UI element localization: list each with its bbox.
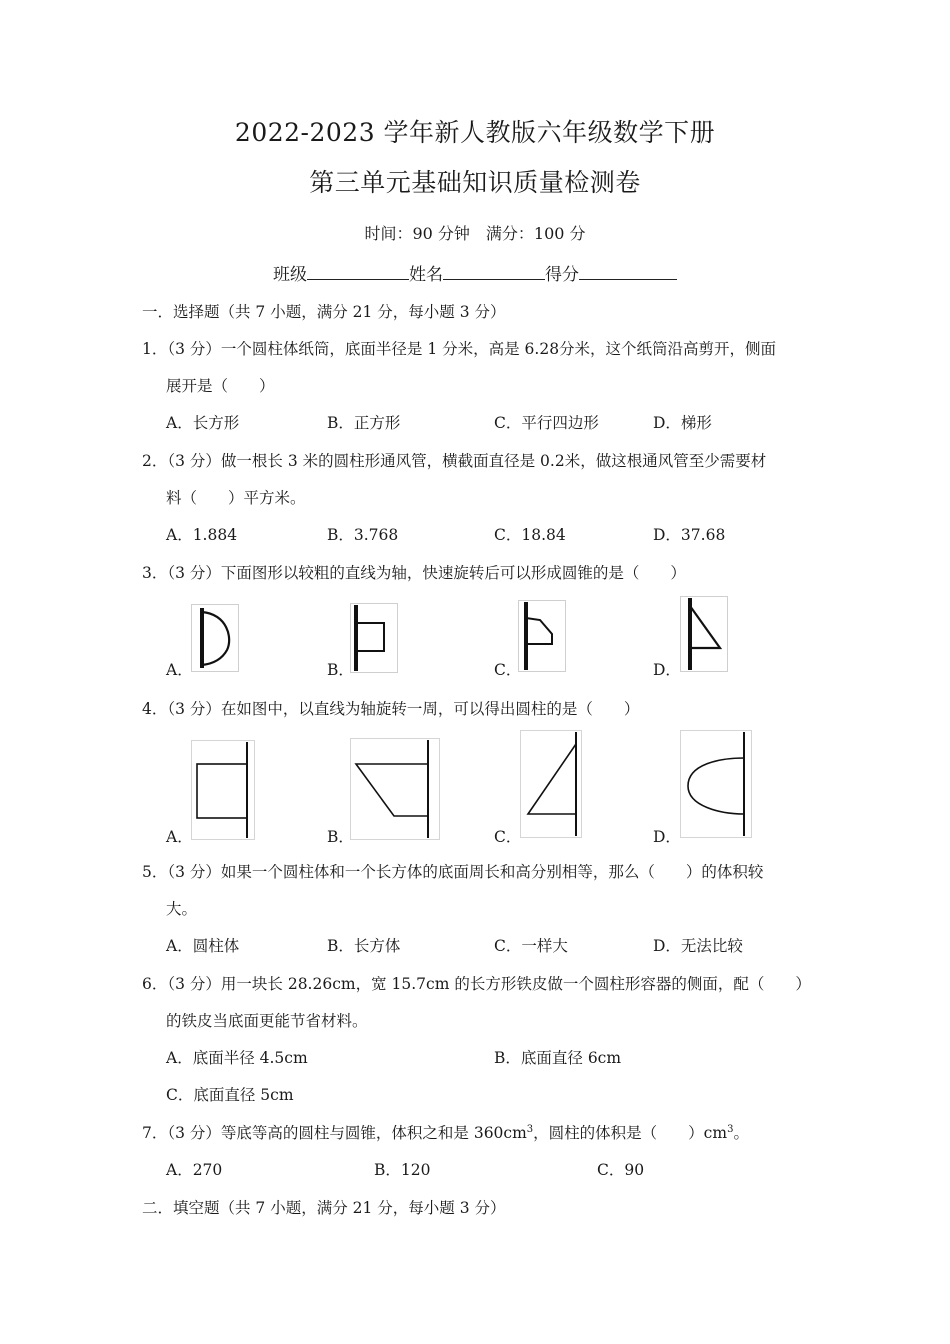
q7-option-a[interactable]: A．270 bbox=[166, 1161, 223, 1179]
score-blank[interactable] bbox=[579, 263, 677, 280]
question-1-text: 1．（3 分）一个圆柱体纸筒，底面半径是 1 分米，高是 6.28分米，这个纸筒沿高剪开，侧面 bbox=[142, 340, 777, 358]
q7-option-b[interactable]: B．120 bbox=[374, 1161, 431, 1179]
q4-option-c[interactable]: C． bbox=[494, 828, 522, 846]
square-beside-axis-icon bbox=[191, 740, 255, 840]
question-7-text-a: 7．（3 分）等底等高的圆柱与圆锥，体积之和是 360cm bbox=[142, 1124, 527, 1142]
q2-option-b[interactable]: B．3.768 bbox=[327, 526, 399, 544]
question-2-text-cont: 料（ ）平方米。 bbox=[166, 489, 306, 507]
question-4-text: 4．（3 分）在如图中，以直线为轴旋转一周，可以得出圆柱的是（ ） bbox=[142, 700, 640, 718]
q3-option-a[interactable]: A． bbox=[166, 661, 193, 679]
section-heading-fill-in: 二．填空题（共 7 小题，满分 21 分，每小题 3 分） bbox=[142, 1199, 506, 1217]
student-info-row bbox=[0, 260, 950, 285]
question-6-text-cont: 的铁皮当底面更能节省材料。 bbox=[166, 1012, 368, 1030]
q5-option-d[interactable]: D．无法比较 bbox=[653, 937, 743, 955]
triangle-on-axis-icon bbox=[680, 596, 728, 672]
q2-option-a[interactable]: A．1.884 bbox=[166, 526, 238, 544]
question-7-text bbox=[142, 1121, 749, 1143]
q4-option-d[interactable]: D． bbox=[653, 828, 681, 846]
cubic-superscript: 3 bbox=[526, 1123, 534, 1135]
page-title: 2022-2023 学年新人教版六年级数学下册 bbox=[234, 118, 716, 147]
q1-option-d[interactable]: D．梯形 bbox=[653, 414, 712, 432]
question-3-text: 3．（3 分）下面图形以较粗的直线为轴，快速旋转后可以形成圆锥的是（ ） bbox=[142, 564, 686, 582]
class-blank[interactable] bbox=[307, 263, 409, 280]
name-blank[interactable] bbox=[443, 263, 545, 280]
section-heading-choice: 一．选择题（共 7 小题，满分 21 分，每小题 3 分） bbox=[142, 303, 506, 321]
time-info: 时间：90 分钟 满分：100 分 bbox=[364, 224, 586, 243]
q1-option-a[interactable]: A．长方形 bbox=[166, 414, 240, 432]
q2-option-c[interactable]: C．18.84 bbox=[494, 526, 566, 544]
page-subtitle: 第三单元基础知识质量检测卷 bbox=[309, 168, 641, 197]
question-6-text: 6．（3 分）用一块长 28.26cm，宽 15.7cm 的长方形铁皮做一个圆柱形容器的侧面，配（ ） bbox=[142, 975, 811, 993]
cubic-superscript: 3 bbox=[727, 1123, 734, 1135]
question-5-text-cont: 大。 bbox=[166, 900, 198, 918]
q1-option-c[interactable]: C．平行四边形 bbox=[494, 414, 599, 432]
question-5-text: 5．（3 分）如果一个圆柱体和一个长方体的底面周长和高分别相等，那么（ ）的体积较 bbox=[142, 863, 764, 881]
question-1-text-cont: 展开是（ ） bbox=[166, 377, 275, 395]
class-label: 班级 bbox=[273, 265, 307, 285]
name-label: 姓名 bbox=[409, 265, 443, 285]
question-7-text-b: ，圆柱的体积是（ ）cm bbox=[533, 1124, 728, 1142]
q3-option-b[interactable]: B． bbox=[327, 661, 354, 679]
q6-option-a[interactable]: A．底面半径 4.5cm bbox=[166, 1049, 308, 1067]
score-label: 得分 bbox=[545, 265, 579, 285]
q5-option-a[interactable]: A．圆柱体 bbox=[166, 937, 240, 955]
q2-option-d[interactable]: D．37.68 bbox=[653, 526, 726, 544]
question-7-text-c: 。 bbox=[733, 1124, 749, 1142]
semi-ellipse-beside-axis-icon bbox=[680, 730, 752, 838]
triangle-beside-axis-icon bbox=[520, 730, 582, 838]
q6-option-b[interactable]: B．底面直径 6cm bbox=[494, 1049, 622, 1067]
trapezoid-on-axis-icon bbox=[518, 600, 566, 672]
q3-option-c[interactable]: C． bbox=[494, 661, 522, 679]
q3-option-d[interactable]: D． bbox=[653, 661, 681, 679]
question-2-text: 2．（3 分）做一根长 3 米的圆柱形通风管，横截面直径是 0.2米，做这根通风管至少需要材 bbox=[142, 452, 767, 470]
q6-option-c[interactable]: C．底面直径 5cm bbox=[166, 1086, 294, 1104]
q7-option-c[interactable]: C．90 bbox=[597, 1161, 645, 1179]
trapezoid-beside-axis-icon bbox=[350, 738, 440, 840]
half-disc-on-axis-icon bbox=[191, 604, 239, 672]
q5-option-c[interactable]: C．一样大 bbox=[494, 937, 568, 955]
rectangle-on-axis-icon bbox=[350, 603, 398, 673]
q4-option-b[interactable]: B． bbox=[327, 828, 354, 846]
q5-option-b[interactable]: B．长方体 bbox=[327, 937, 401, 955]
q1-option-b[interactable]: B．正方形 bbox=[327, 414, 401, 432]
q4-option-a[interactable]: A． bbox=[166, 828, 193, 846]
